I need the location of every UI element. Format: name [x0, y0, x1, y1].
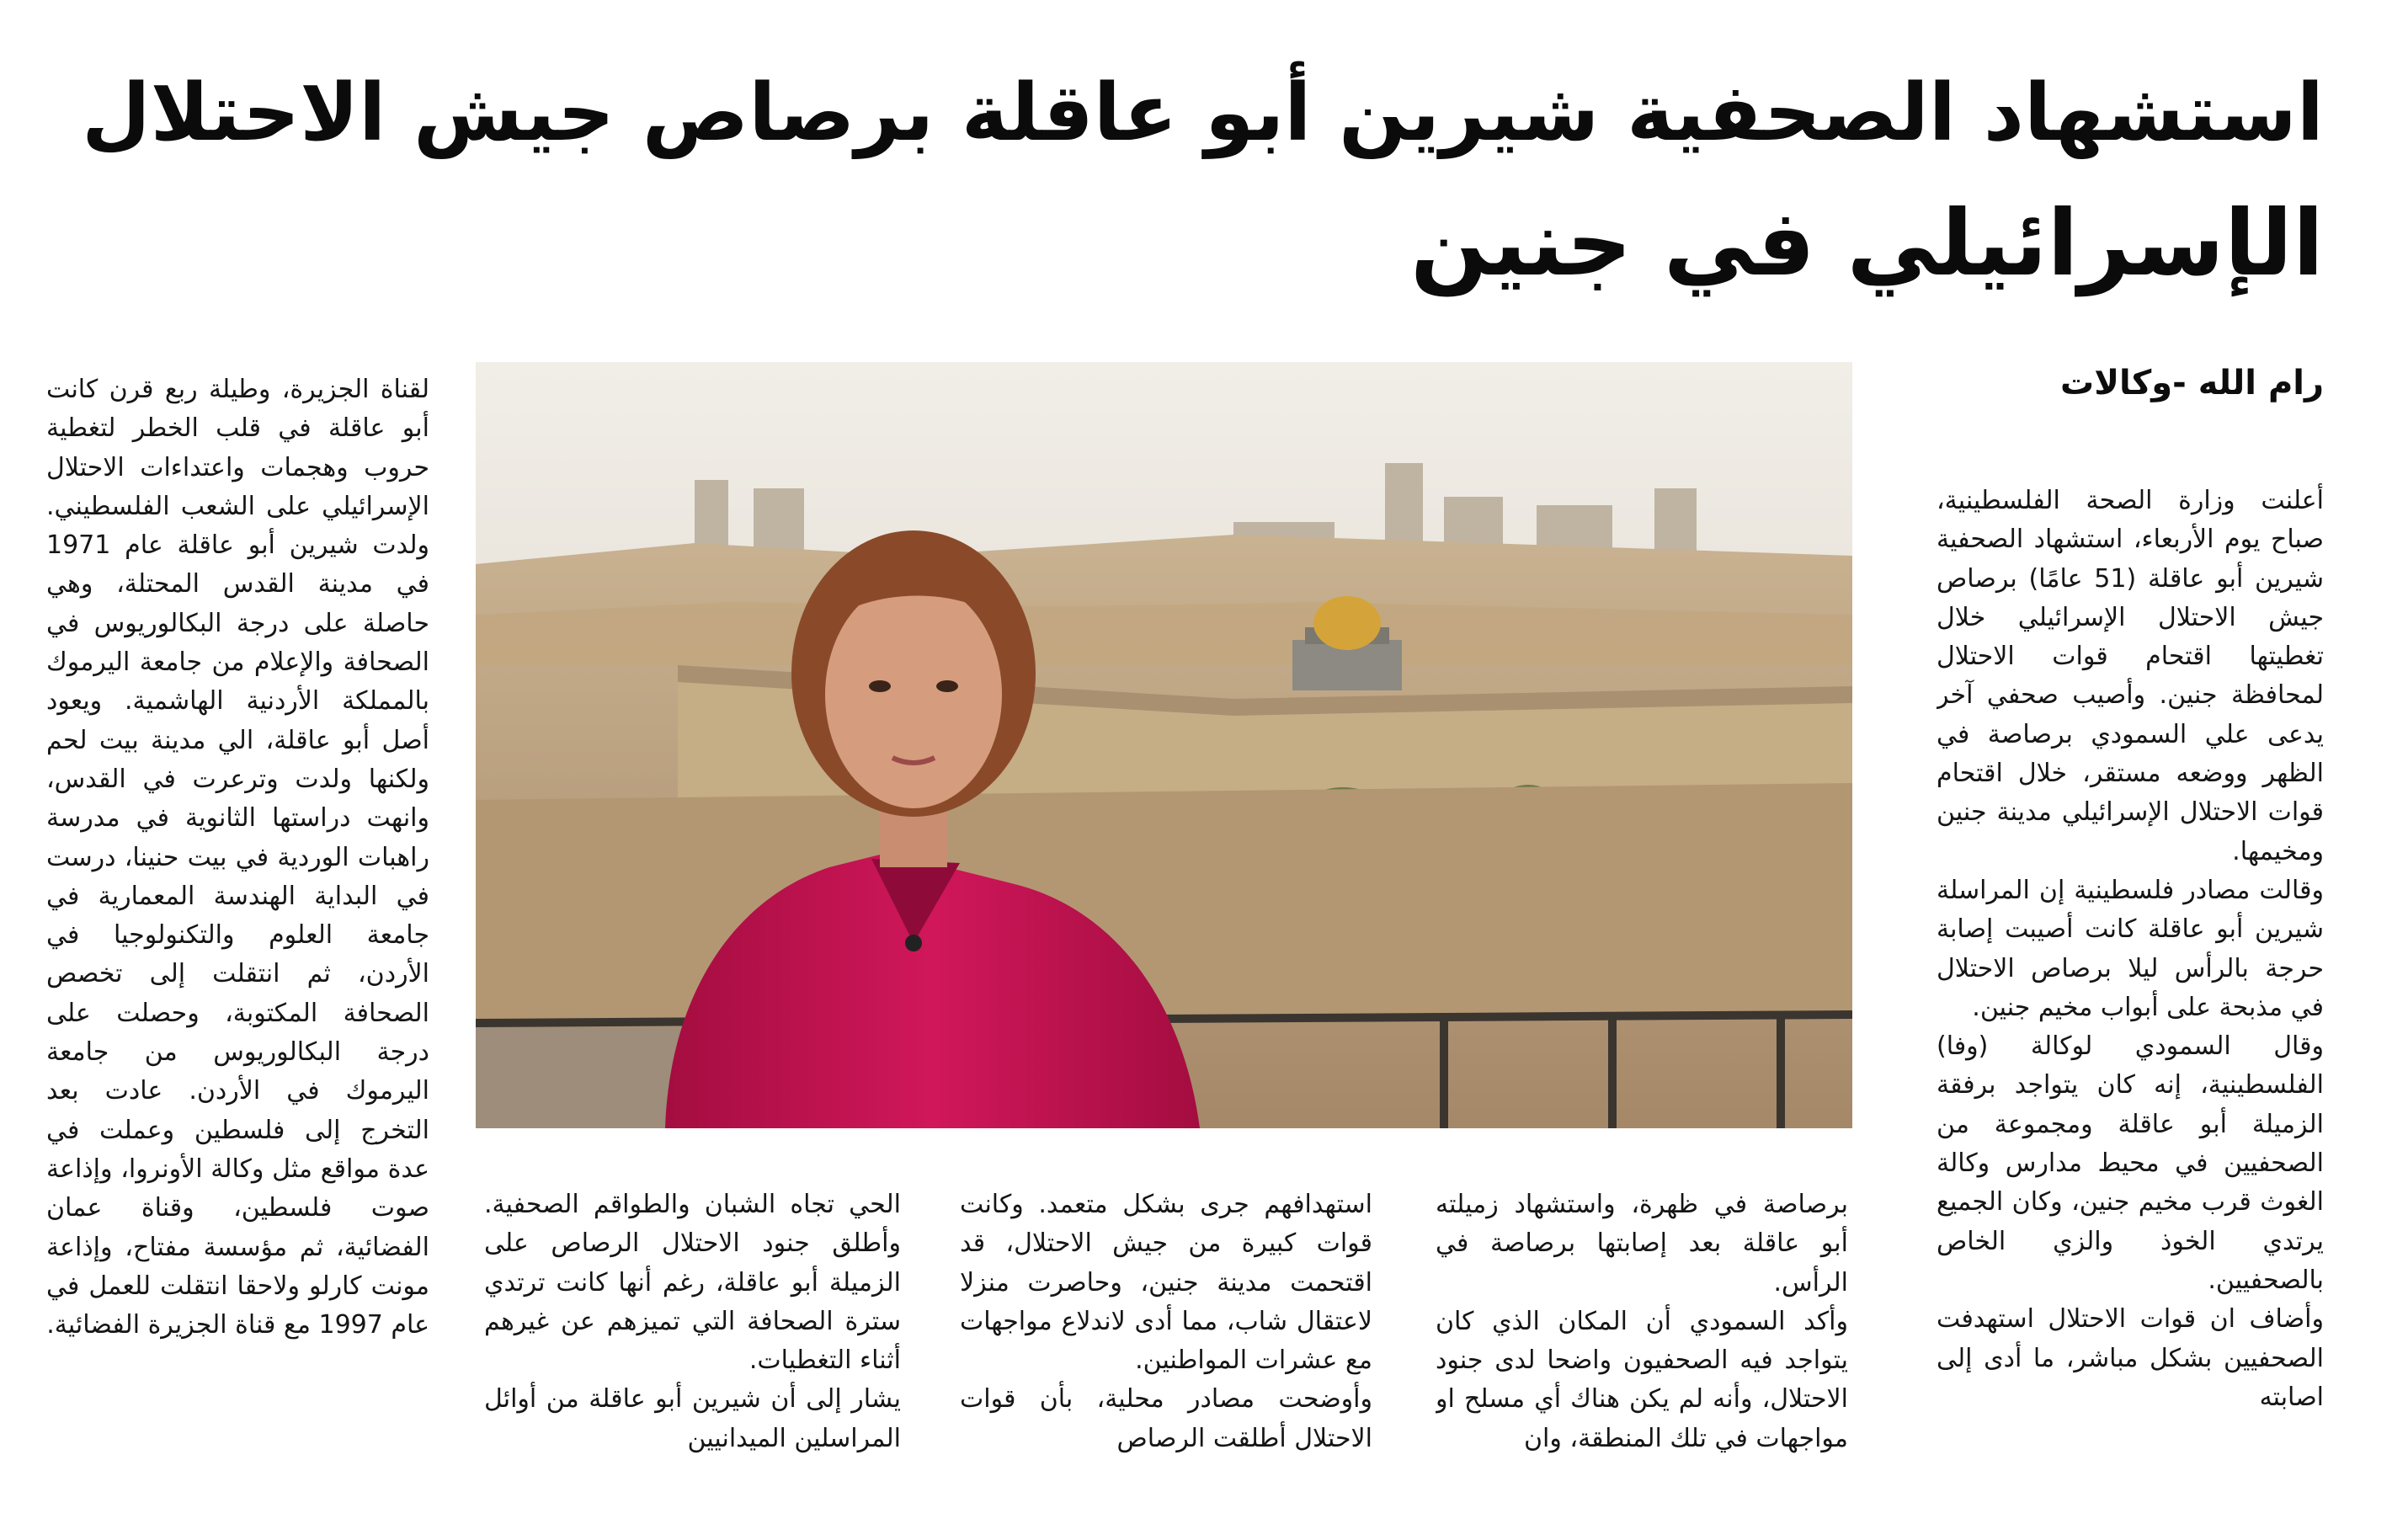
paragraph: أعلنت وزارة الصحة الفلسطينية، صباح يوم الأربعاء، استشهاد الصحفية شيرين أبو عاقلة (51 عامًا) برصاص جيش الاحتلال الإسرائيلي خلال تغطيتها اقتحام قوات الاحتلال لمحافظة جنين. وأصيب صحفي آخر يدعى علي السمودي برصاصة في الظهر ووضعه مستقر، خلال اقتحام قوات الاحتلال الإسرائيلي مدينة جنين ومخيمها. [1937, 486, 2324, 866]
paragraph: الحي تجاه الشبان والطواقم الصحفية. وأطلق جنود الاحتلال الرصاص على الزميلة أبو عاقلة، رغم أنها كانت ترتدي سترة الصحافة التي تميزهم عن غيرهم أثناء التغطيات. [484, 1190, 901, 1376]
headline-line-2: الإسرائيلي في جنين [1410, 191, 2324, 296]
article-column-left [46, 370, 429, 1490]
photo-illustration [476, 362, 1852, 1128]
paragraph: برصاصة في ظهرة، واستشهاد زميلته أبو عاقلة بعد إصابتها برصاصة في الرأس. [1436, 1190, 1848, 1298]
article-column-bottom-1 [1436, 1186, 1848, 1497]
paragraph: وأضاف ان قوات الاحتلال استهدفت الصحفيين بشكل مباشر، ما أدى إلى اصابته [1937, 1304, 2324, 1412]
paragraph: لقناة الجزيرة، وطيلة ربع قرن كانت أبو عاقلة في قلب الخطر لتغطية حروب وهجمات واعتداءات الاحتلال الإسرائيلي على الشعب الفلسطيني. ولدت شيرين أبو عاقلة عام 1971 في مدينة القدس المحتلة، وهي حاصلة على درجة البكالوريوس في الصحافة والإعلام من جامعة اليرموك بالمملكة الأردنية الهاشمية. ويعود أصل أبو عاقلة، الي مدينة بيت لحم ولكنها ولدت وترعرت في القدس، وانهت دراستها الثانوية في مدرسة راهبات الوردية في بيت حنينا، درست في البداية الهندسة المعمارية في جامعة العلوم والتكنولوجيا في الأردن، ثم انتقلت إلى تخصص الصحافة المكتوبة، وحصلت على درجة البكالوريوس من جامعة اليرموك في الأردن. عادت بعد التخرج إلى فلسطين وعملت في عدة مواقع مثل وكالة الأونروا، وإذاعة صوت فلسطين، وقناة عمان الفضائية، ثم مؤسسة مفتاح، وإذاعة مونت كارلو ولاحقا انتقلت للعمل في عام 1997 مع قناة الجزيرة الفضائية. [46, 375, 429, 1340]
article-column-bottom-2 [960, 1186, 1372, 1497]
dateline: رام الله -وكالات [2060, 364, 2324, 402]
article-column-bottom-3 [484, 1186, 901, 1497]
paragraph: استهدافهم جرى بشكل متعمد. وكانت قوات كبيرة من جيش الاحتلال، قد اقتحمت مدينة جنين، وحاصرت منزلا لاعتقال شاب، مما أدى لاندلاع مواجهات مع عشرات المواطنين. [960, 1190, 1372, 1376]
paragraph: يشار إلى أن شيرين أبو عاقلة من أوائل المراسلين الميدانيين [484, 1384, 901, 1453]
paragraph: وقالت مصادر فلسطينية إن المراسلة شيرين أبو عاقلة كانت أصيبت إصابة حرجة بالرأس ليلا برصاص الاحتلال في مذبحة على أبواب مخيم جنين. [1937, 875, 2324, 1022]
paragraph: وأكد السمودي أن المكان الذي كان يتواجد فيه الصحفيون واضحا لدى جنود الاحتلال، وأنه لم يكن هناك أي مسلح او مواجهات في تلك المنطقة، وان [1436, 1306, 1848, 1453]
news-photo [476, 362, 1852, 1128]
article-column-right [1937, 482, 2324, 1492]
paragraph: وقال السمودي لوكالة (وفا) الفلسطينية، إنه كان يتواجد برفقة الزميلة أبو عاقلة ومجموعة من الصحفيين في محيط مدارس وكالة الغوث قرب مخيم جنين، وكان الجميع يرتدي الخوذ والزي الخاص بالصحفيين. [1937, 1031, 2324, 1295]
headline-line-1: استشهاد الصحفية شيرين أبو عاقلة برصاص جيش الاحتلال [82, 67, 2324, 159]
paragraph: وأوضحت مصادر محلية، بأن قوات الاحتلال أطلقت الرصاص [960, 1384, 1372, 1453]
